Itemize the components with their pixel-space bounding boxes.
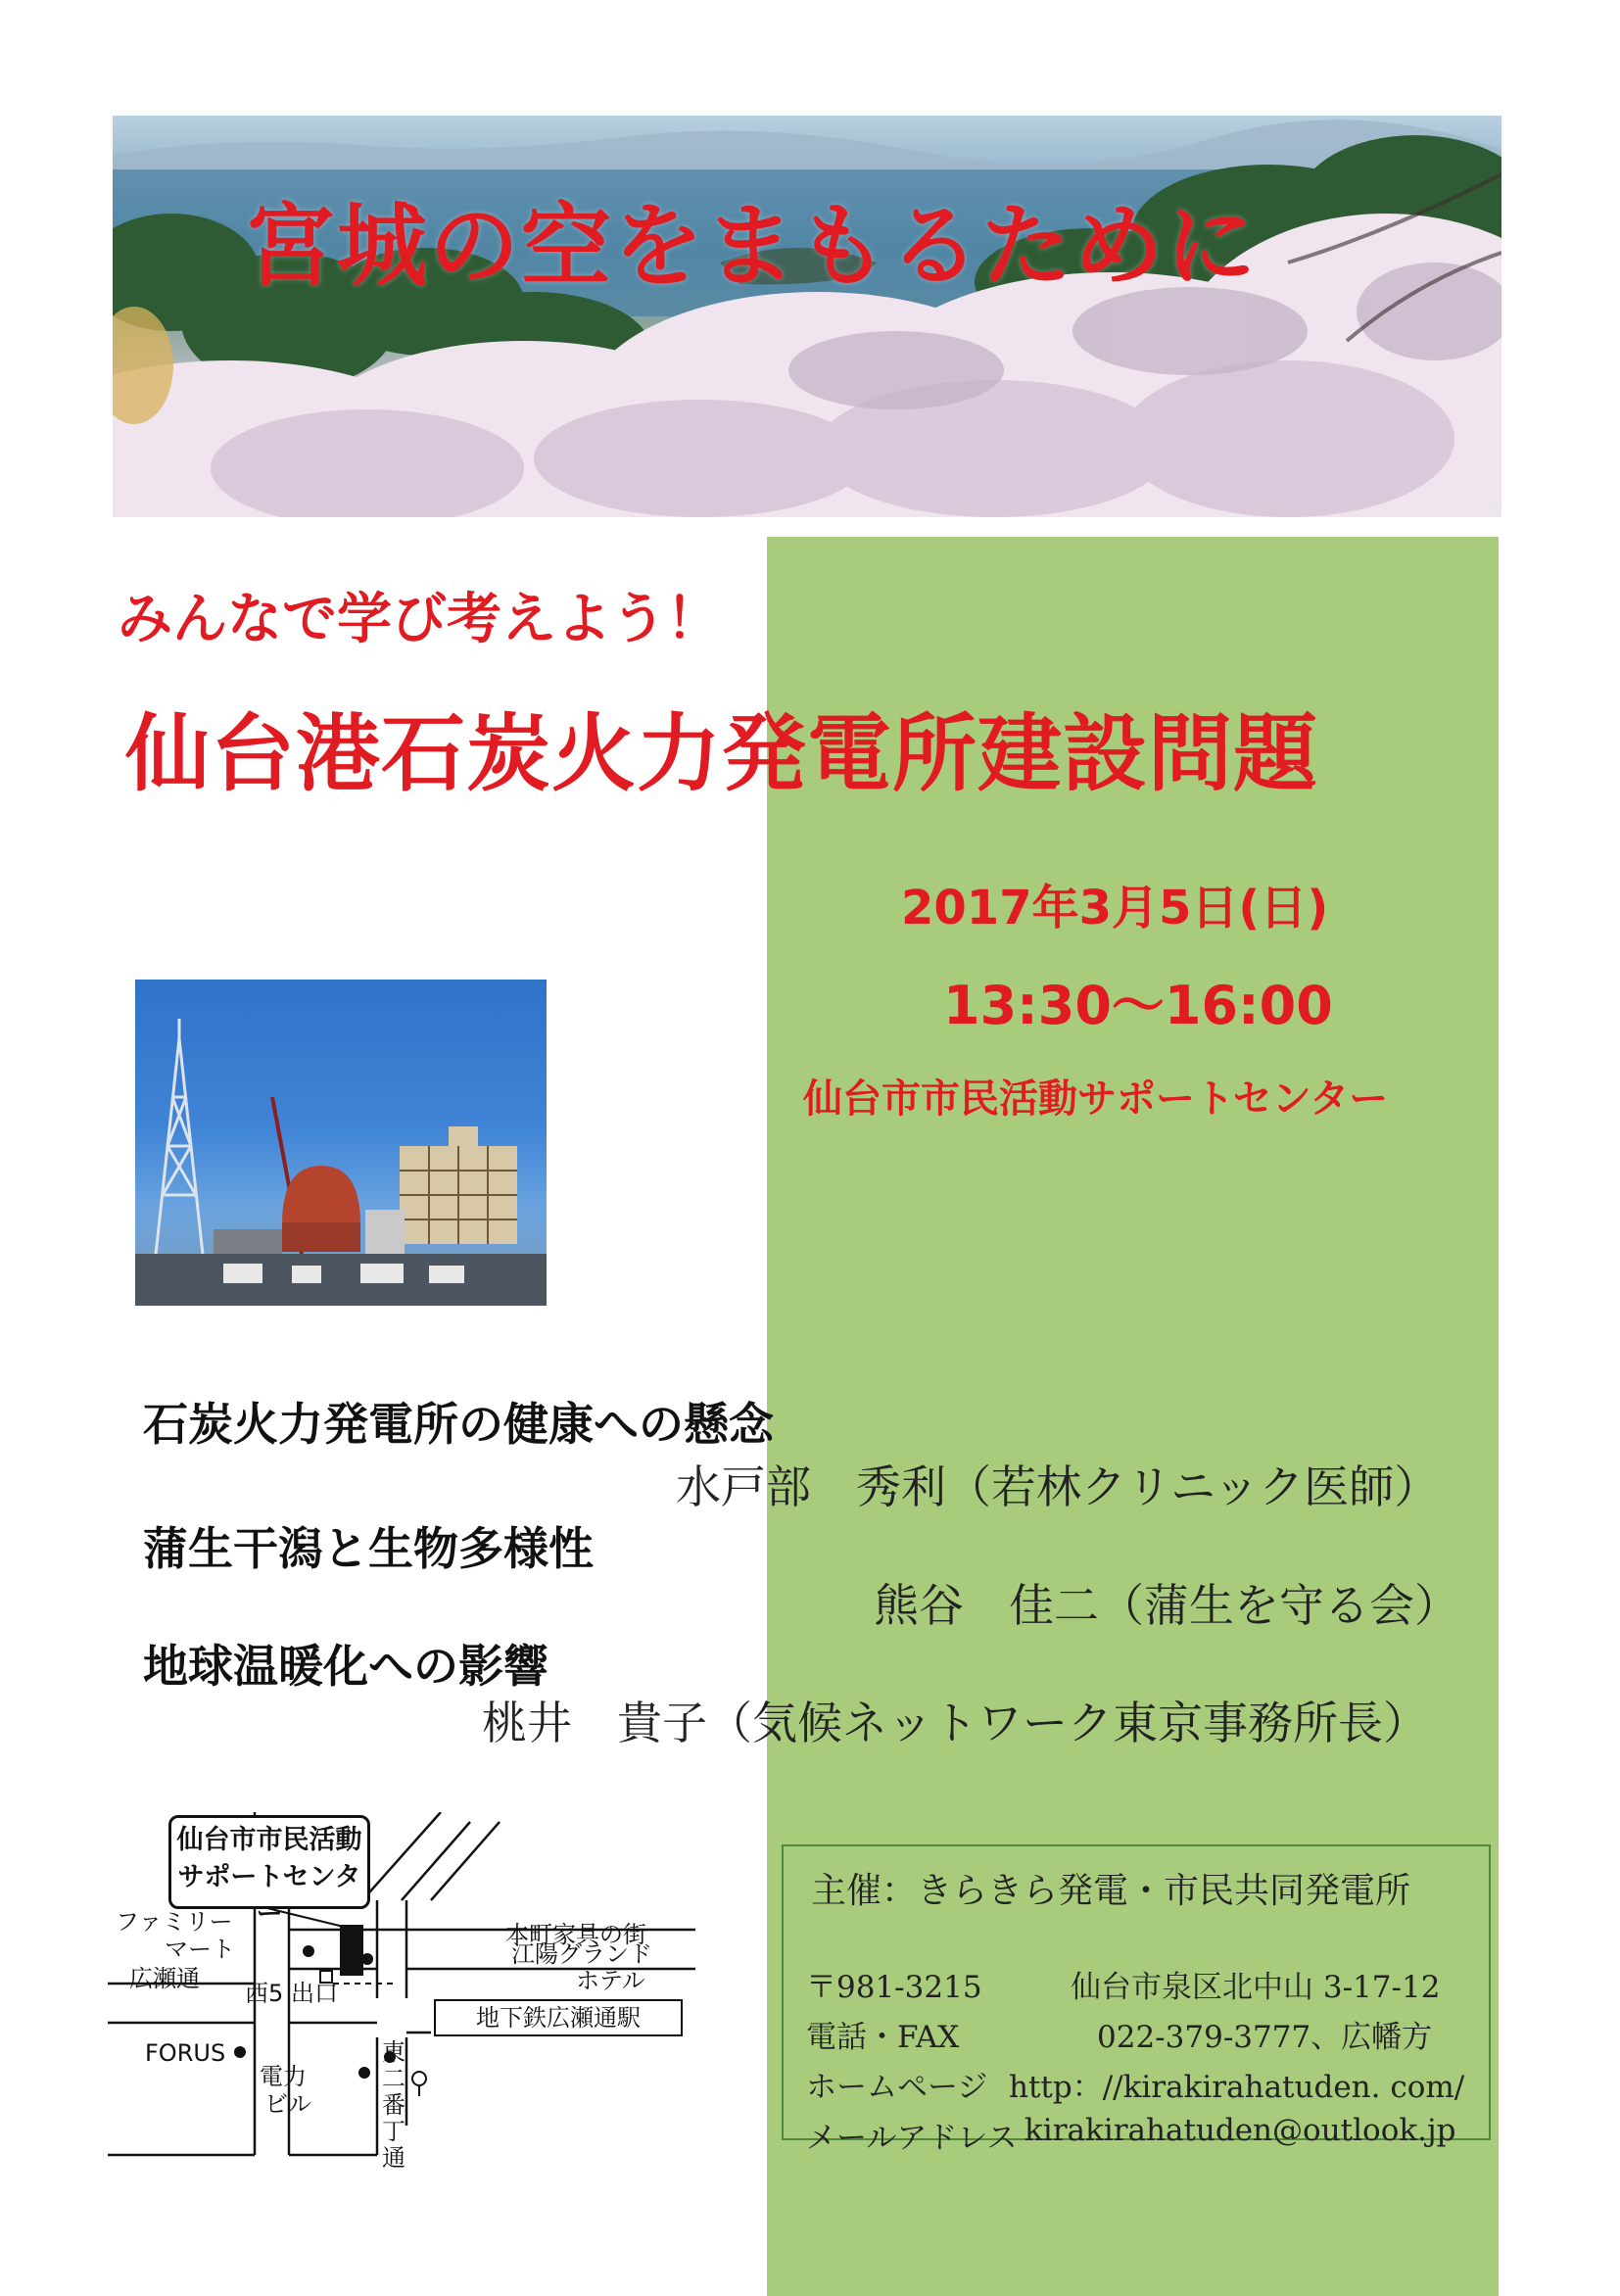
organizer-homepage-link[interactable]: http：//kirakirahatuden. com/ [1009, 2070, 1465, 2105]
map-label-exit: 西5 [245, 1980, 284, 2007]
access-map [108, 1812, 695, 2184]
tagline: みんなで学び考えよう！ [118, 588, 721, 651]
talk-title-health: 石炭火力発電所の健康への懸念 [143, 1398, 774, 1451]
organizer-tel: 022-379-3777、広幡方 [1097, 2020, 1433, 2055]
talk-speaker-health: 水戸部 秀利（若林クリニック医師） [676, 1460, 1440, 1513]
hero-title: 宮城の空をまもるために [245, 194, 1259, 299]
talk-title-biodiversity: 蒲生干潟と生物多様性 [143, 1522, 594, 1575]
talk-speaker-warming: 桃井 貴子（気候ネットワーク東京事務所長） [482, 1697, 1428, 1749]
power-plant-photo [135, 980, 547, 1306]
organizer-postal-code: 〒981-3215 [806, 1970, 982, 2005]
map-venue-box [168, 1815, 370, 1930]
map-label-higashi-2: 二 [382, 2065, 405, 2092]
map-label-koyo-1: 江陽グランド [511, 1940, 652, 1968]
map-label-familymart-1: ファミリー [116, 1908, 233, 1936]
main-title: 仙台港石炭火力発電所建設問題 [125, 705, 1318, 803]
event-time: 13:30〜16:00 [943, 975, 1333, 1036]
map-label-higashi-3: 番 [382, 2091, 405, 2119]
event-venue: 仙台市市民活動サポートセンター [803, 1076, 1389, 1122]
organizer-address: 仙台市泉区北中山 3-17-12 [1071, 1970, 1441, 2005]
talk-title-warming: 地球温暖化への影響 [143, 1640, 548, 1693]
organizer-email-link[interactable]: kirakirahatuden@outlook.jp [1024, 2113, 1456, 2148]
map-label-station: 地下鉄広瀬通駅 [434, 1999, 683, 2036]
map-label-higashi-4: 丁 [382, 2118, 405, 2145]
organizer-title: 主催：きらきら発電・市民共同発電所 [811, 1871, 1411, 1911]
map-label-familymart-2: マート [165, 1936, 235, 1963]
organizer-email-label: メールアドレス [806, 2121, 1018, 2156]
power-plant-scenery [135, 980, 547, 1306]
event-date: 2017年3月5日(日) [901, 881, 1329, 935]
map-venue-line1: 仙台市市民活動 [176, 1825, 362, 1855]
map-venue-line2: サポートセンター [177, 1862, 361, 1930]
organizer-homepage-label: ホームページ [806, 2070, 988, 2105]
map-label-hirose-dori: 広瀬通 [129, 1965, 200, 1992]
map-label-denryoku-2: ビル [264, 2090, 311, 2118]
map-label-higashi-1: 東 [382, 2038, 405, 2066]
map-label-forus: FORUS [145, 2039, 226, 2067]
map-label-exit-2: 出口 [291, 1980, 338, 2007]
hero-photo [113, 116, 1501, 517]
talk-speaker-biodiversity: 熊谷 佳二（蒲生を守る会） [874, 1579, 1459, 1632]
map-label-koyo-2: ホテル [576, 1967, 645, 1994]
organizer-tel-label: 電話・FAX [806, 2020, 960, 2055]
map-label-higashi-5: 通 [382, 2144, 405, 2172]
map-label-honcho: 本町家具の街 [505, 1921, 646, 1948]
map-label-denryoku-1: 電力 [260, 2063, 307, 2090]
